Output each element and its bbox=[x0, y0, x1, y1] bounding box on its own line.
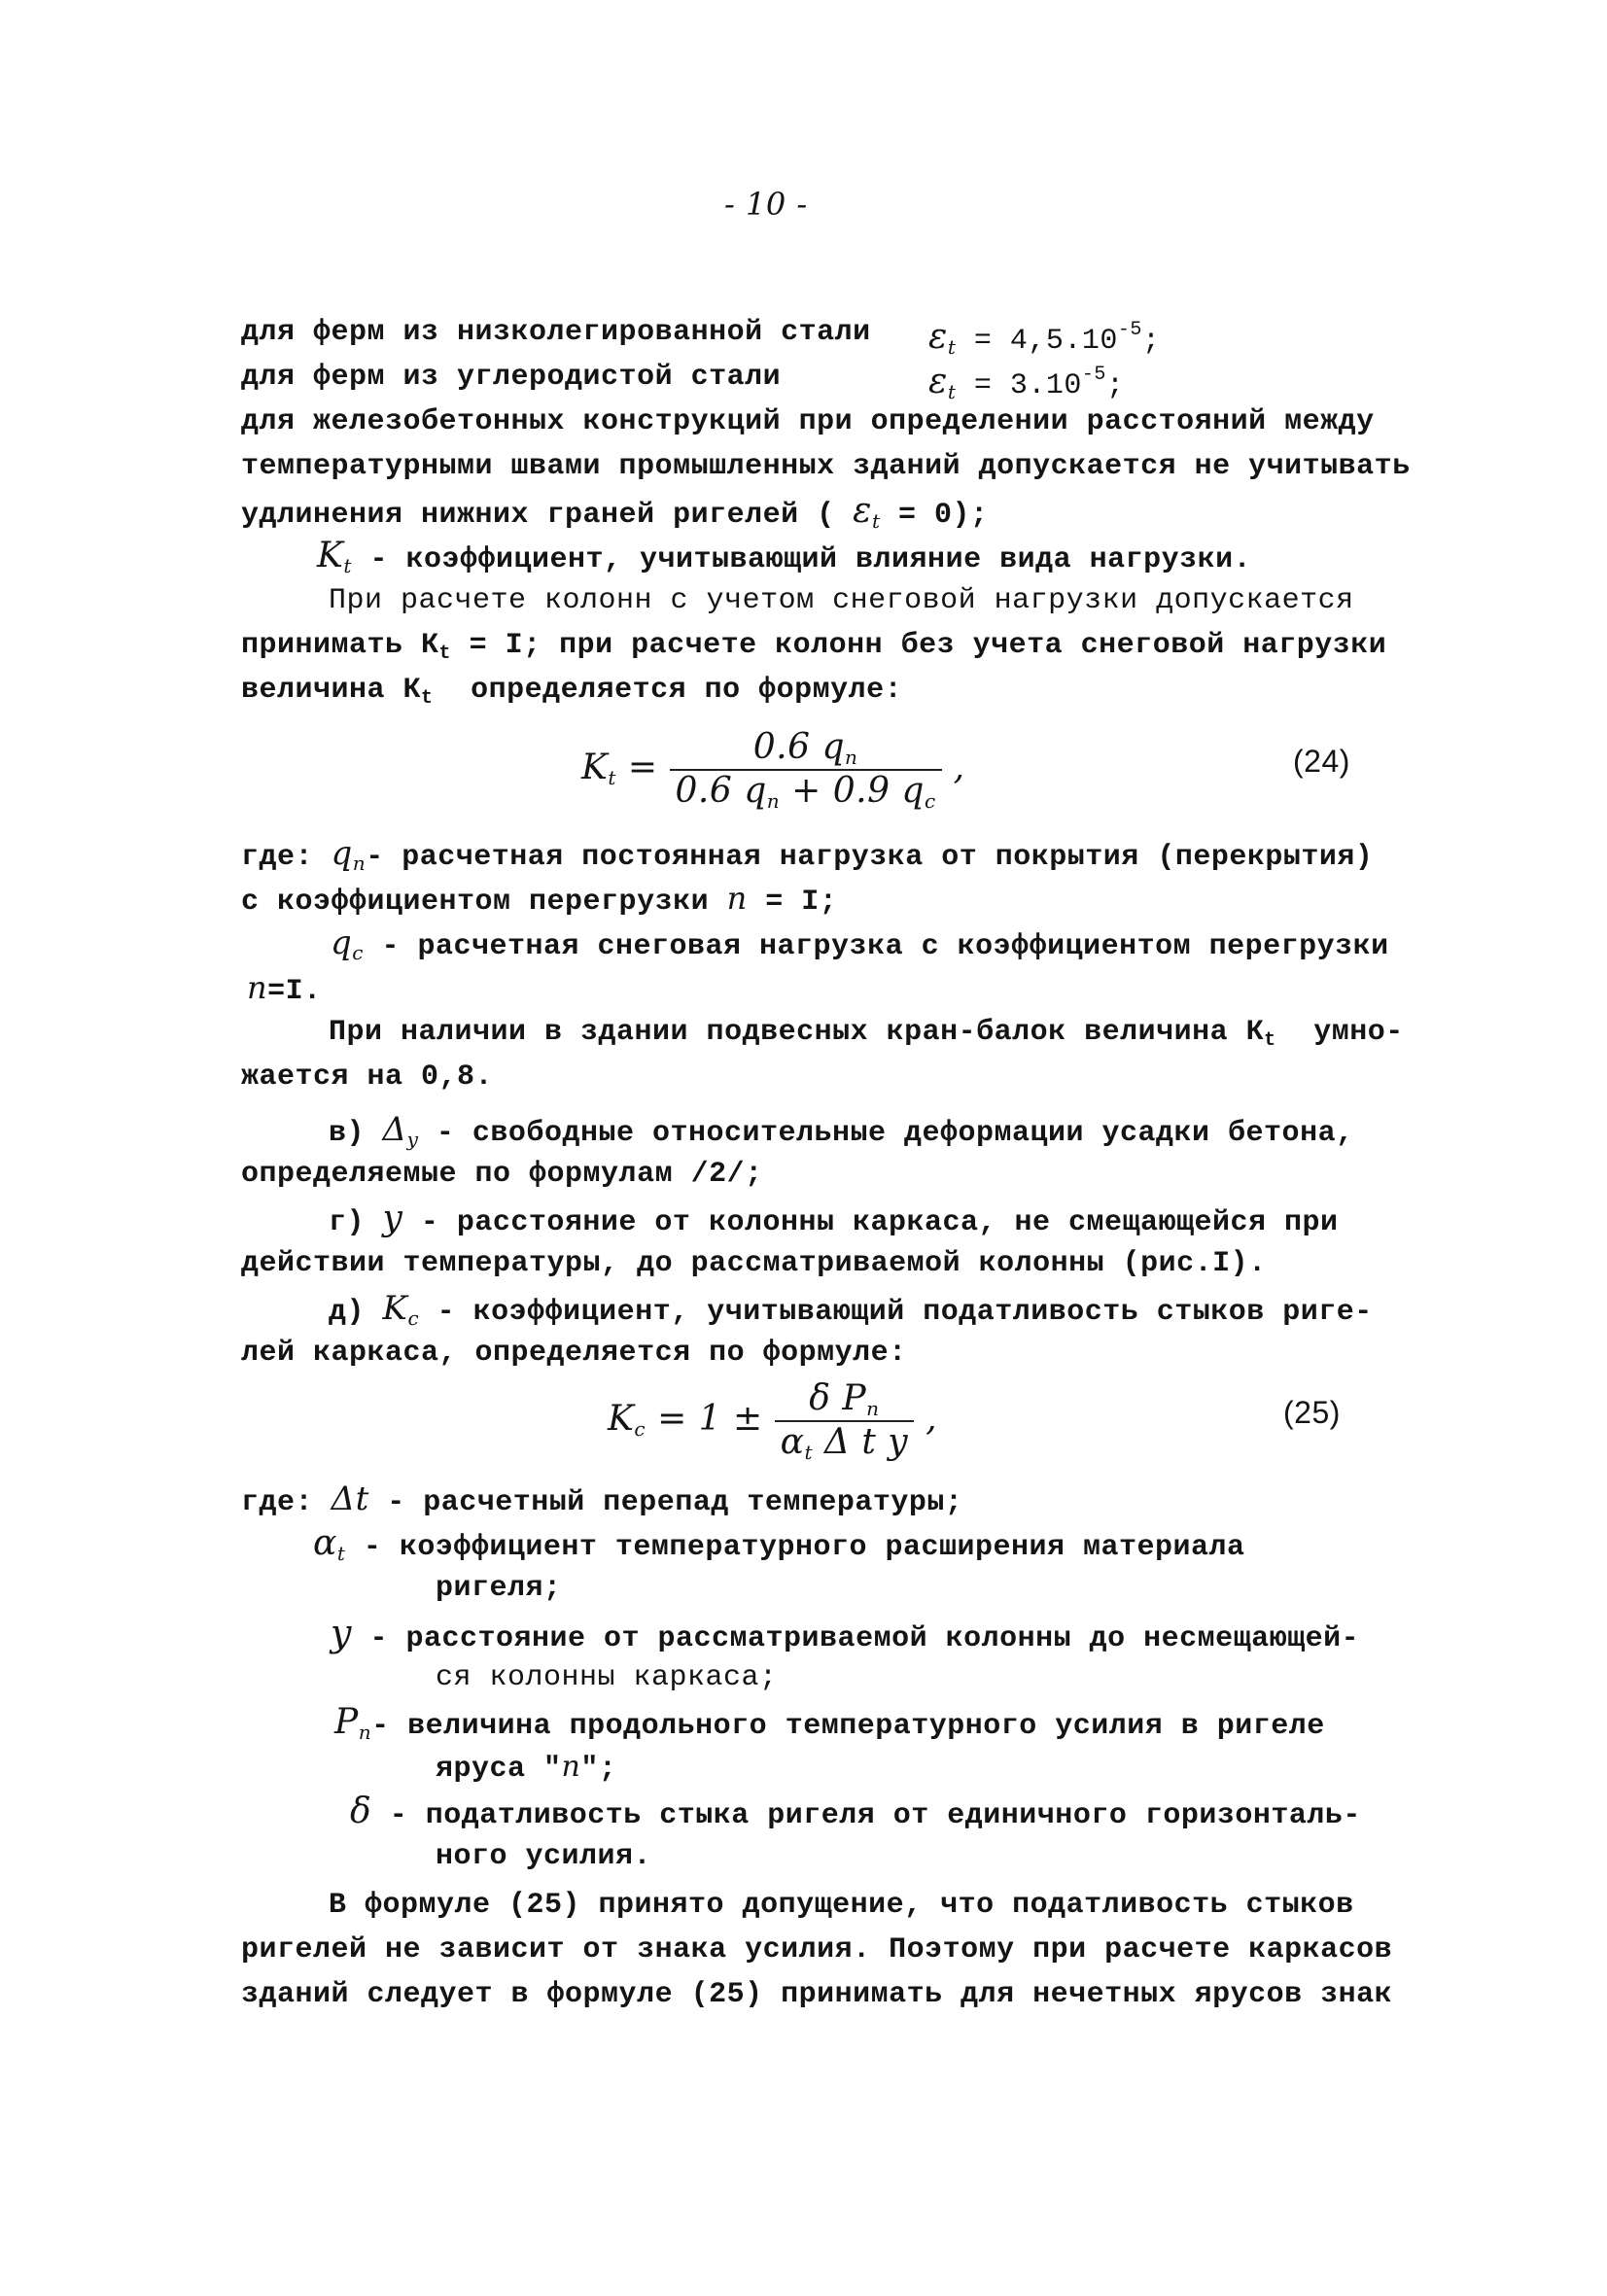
num-text: δ P bbox=[809, 1378, 867, 1418]
subscript: c bbox=[924, 789, 936, 813]
text: умно- bbox=[1313, 1016, 1404, 1049]
text: - величина продольного температурного усилия в ригеле bbox=[371, 1710, 1325, 1743]
text-line bbox=[436, 1748, 616, 1789]
fraction bbox=[775, 1378, 915, 1464]
n-symbol: n bbox=[247, 969, 268, 1006]
text: - расчетный перепад температуры; bbox=[387, 1486, 963, 1519]
epsilon-symbol: ε bbox=[928, 362, 948, 401]
text: "; bbox=[580, 1753, 617, 1786]
formula-24 bbox=[581, 727, 965, 813]
text-line: жается на 0,8. bbox=[241, 1061, 494, 1094]
exponent: -5 bbox=[1117, 319, 1142, 341]
text-line bbox=[329, 1289, 1373, 1338]
text: определяется по формуле: bbox=[471, 674, 903, 707]
text-line bbox=[247, 968, 322, 1011]
text-line: ригеля; bbox=[436, 1572, 562, 1605]
text-line: ся колонны каркаса; bbox=[436, 1661, 778, 1694]
subscript: t bbox=[608, 766, 616, 789]
text: где: bbox=[241, 1486, 314, 1519]
text: принимать К bbox=[241, 629, 439, 662]
subscript: t bbox=[947, 380, 957, 403]
text-line: зданий следует в формуле (25) принимать для нечетных ярусов знак bbox=[241, 1978, 1393, 2011]
subscript: t bbox=[336, 1542, 346, 1565]
text-line: ного усилия. bbox=[436, 1840, 652, 1873]
text: - расстояние от рассматриваемой колонны до несмещающей- bbox=[369, 1622, 1360, 1655]
text: = I; bbox=[765, 886, 838, 919]
page-number: - 10 - bbox=[724, 186, 808, 223]
value: = 3.10 bbox=[973, 369, 1082, 402]
text-line bbox=[241, 1479, 962, 1522]
den-text: 0.6 q bbox=[675, 771, 767, 811]
text: в) bbox=[329, 1117, 366, 1150]
subscript: c bbox=[352, 941, 364, 964]
text-line bbox=[329, 1013, 1404, 1061]
text-line: для железобетонных конструкций при определении расстояний между bbox=[241, 405, 1375, 438]
text: для ферм из углеродистой стали bbox=[241, 361, 782, 394]
text-line bbox=[241, 492, 989, 540]
subscript: c bbox=[407, 1306, 420, 1330]
text-line: При расчете колонн с учетом снеговой нагрузки допускается bbox=[329, 584, 1354, 617]
subscript: t bbox=[343, 554, 352, 577]
text-line bbox=[317, 537, 1251, 585]
den-text: α bbox=[780, 1422, 805, 1462]
text: - коэффициент температурного расширения материала bbox=[363, 1531, 1245, 1564]
numerator bbox=[670, 727, 942, 771]
text: для ферм из низколегированной стали bbox=[241, 316, 871, 349]
den-text: Δ t y bbox=[823, 1422, 909, 1462]
subscript: п bbox=[845, 746, 858, 769]
punct: ; bbox=[1105, 369, 1125, 402]
p-symbol: P bbox=[334, 1702, 359, 1742]
text-line bbox=[329, 1200, 1339, 1242]
alpha-symbol: α bbox=[313, 1523, 337, 1563]
text-line: В формуле (25) принято допущение, что податливость стыков bbox=[329, 1889, 1354, 1922]
formula-25 bbox=[608, 1378, 937, 1464]
epsilon-symbol: ε bbox=[928, 317, 948, 357]
subscript: c bbox=[634, 1417, 646, 1441]
text-line bbox=[331, 1614, 1359, 1658]
text: - свободные относительные деформации усадки бетона, bbox=[436, 1117, 1354, 1150]
text-line bbox=[241, 313, 871, 352]
text: величина К bbox=[241, 674, 422, 707]
text: При наличии в здании подвесных кран-балок величина К bbox=[329, 1016, 1265, 1049]
text-line bbox=[331, 923, 1389, 972]
den-text: + 0.9 q bbox=[791, 771, 925, 811]
subscript: y bbox=[406, 1128, 419, 1151]
q-symbol: q bbox=[331, 834, 353, 873]
denominator bbox=[670, 771, 942, 813]
text: д) bbox=[329, 1296, 366, 1329]
text-line bbox=[329, 1110, 1354, 1159]
text-line: действии температуры, до рассматриваемой колонны (рис.I). bbox=[241, 1247, 1267, 1280]
text: яруса " bbox=[436, 1753, 562, 1786]
text: - расчетная постоянная нагрузка от покрытия (перекрытия) bbox=[366, 841, 1374, 874]
text-line bbox=[241, 358, 781, 397]
text: - расчетная снеговая нагрузка с коэффициентом перегрузки bbox=[381, 930, 1389, 963]
text-line bbox=[313, 1524, 1245, 1573]
y-symbol: y bbox=[331, 1612, 352, 1654]
value: = 4,5.10 bbox=[973, 325, 1118, 358]
subscript: t bbox=[421, 687, 434, 710]
punct: , bbox=[926, 1399, 938, 1439]
text-line bbox=[334, 1703, 1325, 1752]
k-symbol: K bbox=[608, 1399, 635, 1439]
equation-number: (24) bbox=[1293, 744, 1350, 779]
denominator bbox=[775, 1422, 915, 1464]
subscript: t bbox=[804, 1441, 813, 1464]
equals-sign: = 1 ± bbox=[657, 1399, 763, 1439]
exponent: -5 bbox=[1081, 364, 1106, 386]
text-line: ригелей не зависит от знака усилия. Поэтому при расчете каркасов bbox=[241, 1933, 1393, 1966]
y-symbol: y bbox=[382, 1199, 403, 1238]
equation-number: (25) bbox=[1283, 1395, 1341, 1430]
text: - коэффициент, учитывающий влияние вида нагрузки. bbox=[369, 543, 1252, 576]
text-line: температурными швами промышленных зданий допускается не учитывать bbox=[241, 450, 1411, 483]
delta-t-symbol: Δt bbox=[331, 1479, 369, 1518]
text-line bbox=[241, 834, 1373, 883]
delta-symbol: δ bbox=[350, 1792, 372, 1831]
k-symbol: K bbox=[581, 748, 609, 787]
subscript: n bbox=[358, 1721, 372, 1744]
subscript: п bbox=[866, 1397, 880, 1420]
delta-symbol: Δ bbox=[382, 1110, 407, 1149]
epsilon-symbol: ε bbox=[853, 491, 872, 531]
k-symbol: K bbox=[317, 536, 344, 575]
punct: , bbox=[953, 748, 965, 787]
text: г) bbox=[329, 1206, 366, 1239]
subscript: t bbox=[871, 509, 881, 533]
text: удлинения нижних граней ригелей ( bbox=[241, 499, 835, 532]
text-line: лей каркаса, определяется по формуле: bbox=[241, 1337, 907, 1370]
num-text: 0.6 q bbox=[752, 727, 846, 767]
k-symbol: K bbox=[382, 1289, 408, 1328]
punct: ; bbox=[1141, 325, 1161, 358]
text-line bbox=[350, 1792, 1361, 1835]
text: с коэффициентом перегрузки bbox=[241, 886, 710, 919]
text: = I; при расчете колонн без учета снеговой нагрузки bbox=[469, 629, 1387, 662]
text: - коэффициент, учитывающий податливость стыков риге- bbox=[437, 1296, 1373, 1329]
numerator bbox=[775, 1378, 915, 1422]
subscript: t bbox=[438, 643, 452, 665]
equals-sign: = bbox=[627, 748, 658, 787]
text-line bbox=[241, 626, 1386, 674]
subscript: t bbox=[1264, 1029, 1276, 1052]
text: =I. bbox=[267, 975, 322, 1008]
text: = 0); bbox=[898, 499, 989, 532]
subscript: п bbox=[766, 789, 781, 813]
q-symbol: q bbox=[331, 923, 353, 962]
fraction bbox=[670, 727, 942, 813]
text: - расстояние от колонны каркаса, не смещающейся при bbox=[420, 1206, 1339, 1239]
n-symbol: n bbox=[726, 880, 748, 917]
subscript: п bbox=[352, 852, 367, 875]
text-line bbox=[241, 879, 837, 922]
subscript: t bbox=[947, 335, 957, 359]
text: где: bbox=[241, 841, 314, 874]
text-line bbox=[241, 671, 902, 718]
n-symbol: n bbox=[561, 1750, 581, 1784]
text: - податливость стыка ригеля от единичного горизонталь- bbox=[389, 1799, 1361, 1832]
text-line: определяемые по формулам /2/; bbox=[241, 1158, 763, 1191]
